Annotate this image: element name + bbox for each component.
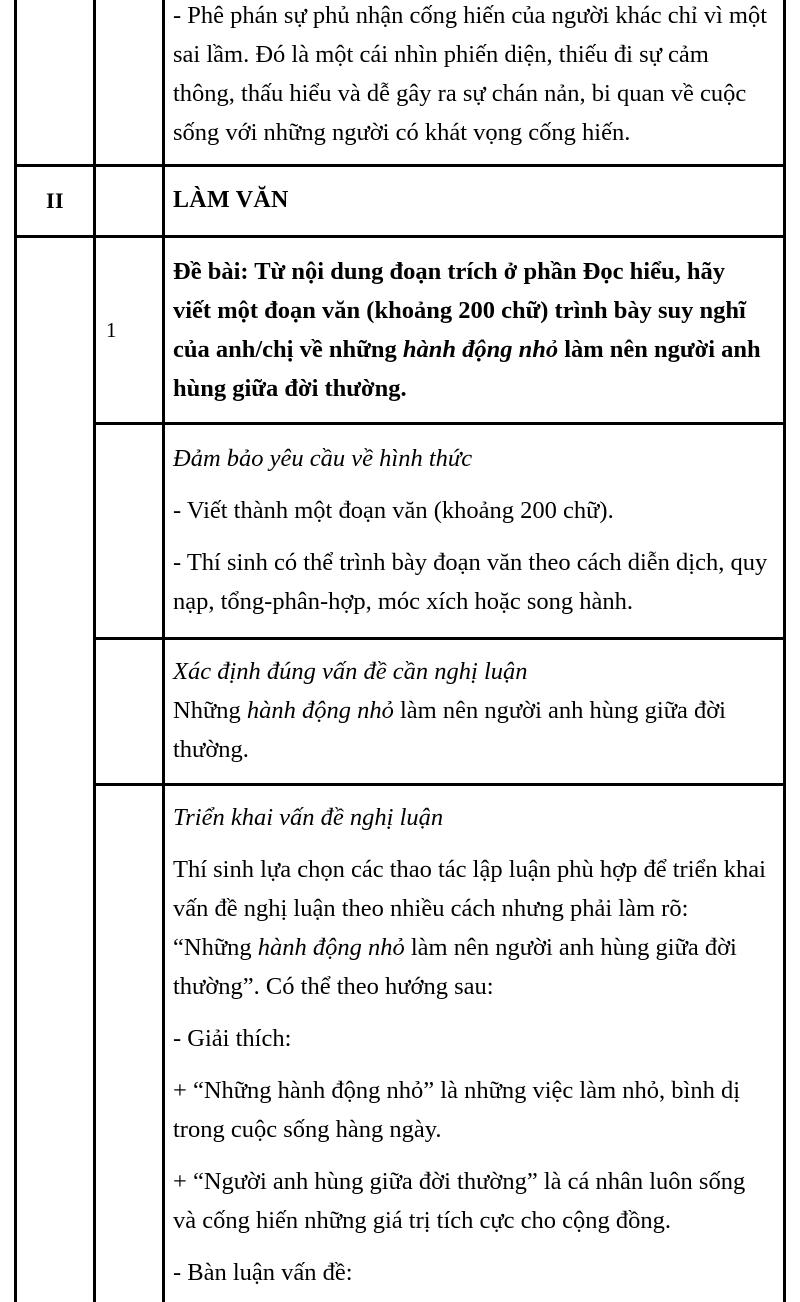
- form-requirement-content-cell: [165, 425, 783, 637]
- develop-issue-content-cell: [165, 786, 783, 1302]
- section-label-cell-merged: [17, 238, 96, 1302]
- section-roman-numeral: II: [45, 188, 65, 213]
- explain-point-2: + “Người anh hùng giữa đời thường” là cá nhân luôn sống và cống hiến những giá trị tích cực cho cộng đồng.: [173, 1168, 746, 1234]
- develop-issue-number-cell: [96, 786, 165, 1302]
- prompt-emphasis: hành động nhỏ: [402, 336, 559, 363]
- answer-key-table: [14, 0, 786, 1302]
- develop-issue-part2: làm nên người anh hùng giữa đời thường”. Có thể theo hướng sau:: [173, 934, 737, 1000]
- identify-issue-part1: Những: [173, 697, 247, 724]
- develop-issue-body: [173, 850, 769, 1006]
- form-requirement-number-cell: [96, 425, 165, 637]
- explain-point-1: + “Những hành động nhỏ” là những việc làm nhỏ, bình dị trong cuộc sống hàng ngày.: [173, 1077, 741, 1143]
- section-title: LÀM VĂN: [173, 187, 289, 213]
- table-row-item-1-group: [14, 235, 786, 1302]
- identify-issue-body: [173, 691, 769, 769]
- form-requirement-bullet-1: - Viết thành một đoạn văn (khoảng 200 chữ).: [173, 497, 614, 524]
- develop-issue-heading: Triển khai vấn đề nghị luận: [173, 804, 444, 831]
- prompt-content-cell: [165, 238, 783, 422]
- item-number-cell: [96, 0, 165, 164]
- explain-lead: - Giải thích:: [173, 1025, 292, 1052]
- section-title-cell: [165, 167, 783, 235]
- table-row-develop-issue: [96, 783, 783, 1302]
- form-requirement-heading: Đảm bảo yêu cầu về hình thức: [173, 445, 473, 472]
- table-row-identify-issue: [96, 637, 783, 783]
- identify-issue-emphasis: hành động nhỏ: [246, 697, 394, 724]
- criticism-content-cell: [165, 0, 783, 164]
- discuss-lead: - Bàn luận vấn đề:: [173, 1259, 353, 1286]
- identify-issue-heading: Xác định đúng vấn đề cần nghị luận: [173, 658, 528, 685]
- criticism-paragraph: - Phê phán sự phủ nhận cống hiến của người khác chỉ vì một sai lầm. Đó là một cái nhìn phiến diện, thiếu đi sự cảm thông, thấu hiểu và dễ gây ra sự chán nản, bi quan về cuộc sống với những người có khát vọng cống hiến.: [173, 2, 768, 146]
- table-row-criticism: [14, 0, 786, 164]
- form-requirement-bullet-2: - Thí sinh có thể trình bày đoạn văn theo cách diễn dịch, quy nạp, tổng-phân-hợp, móc xích hoặc song hành.: [173, 549, 768, 615]
- section-label-cell: [17, 0, 96, 164]
- develop-issue-part1: Thí sinh lựa chọn các thao tác lập luận phù hợp để triển khai vấn đề nghị luận theo nhiều cách nhưng phải làm rõ: “Những: [173, 856, 766, 961]
- prompt-paragraph: [173, 252, 769, 408]
- develop-issue-emphasis: hành động nhỏ: [257, 934, 405, 961]
- prompt-text-part2: làm nên người anh hùng giữa đời thường.: [173, 336, 761, 402]
- item-1-subrows: [96, 238, 783, 1302]
- identify-issue-number-cell: [96, 640, 165, 783]
- table-row-section-heading: [14, 164, 786, 235]
- prompt-text-part1: Đề bài: Từ nội dung đoạn trích ở phần Đọc hiểu, hãy viết một đoạn văn (khoảng 200 chữ) trình bày suy nghĩ của anh/chị về những: [173, 258, 746, 363]
- item-number-cell-1: [96, 238, 165, 422]
- section-label-cell-ii: [17, 167, 96, 235]
- section-number-cell: [96, 167, 165, 235]
- item-number: 1: [106, 317, 117, 342]
- table-row-prompt: [96, 238, 783, 422]
- identify-issue-part2: làm nên người anh hùng giữa đời thường.: [173, 697, 726, 763]
- identify-issue-content-cell: [165, 640, 783, 783]
- table-row-form-requirement: [96, 422, 783, 637]
